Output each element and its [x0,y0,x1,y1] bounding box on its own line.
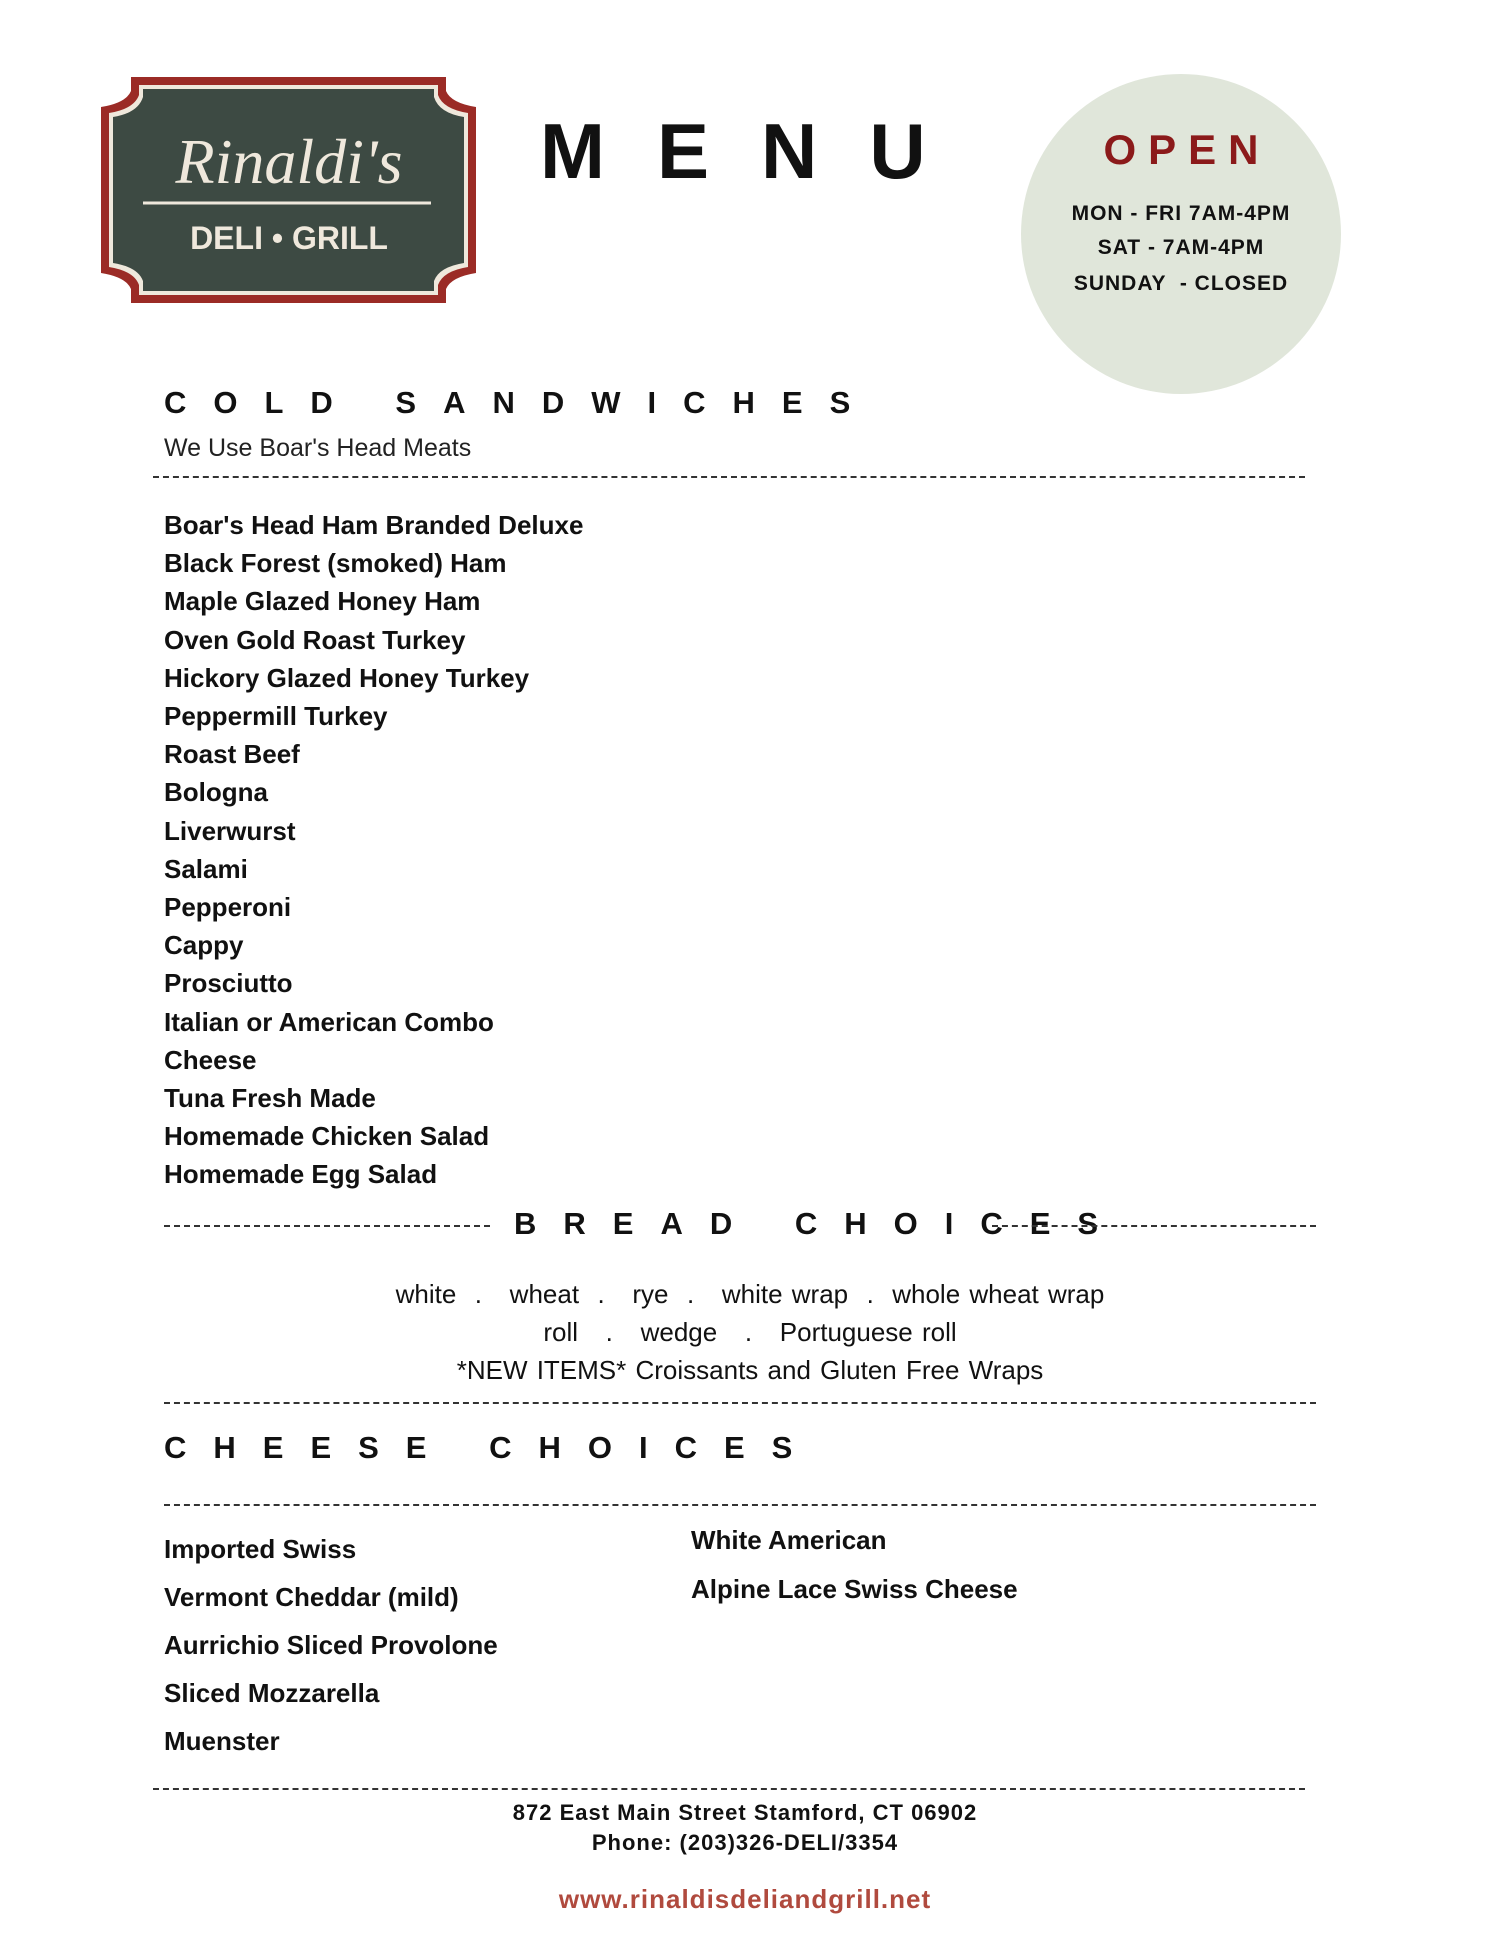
cheese-item: Alpine Lace Swiss Cheese [691,1574,1018,1604]
cold-sandwiches-subtitle: We Use Boar's Head Meats [164,434,472,462]
sandwich-item: Oven Gold Roast Turkey [164,624,466,655]
cheese-item: Muenster [164,1726,280,1756]
website-link[interactable]: www.rinaldisdeliandgrill.net [558,1884,932,1914]
bread-choices-heading: BREAD CHOICES [514,1206,1126,1241]
divider [992,1225,1316,1227]
bread-new-items: *NEW ITEMS* Croissants and Gluten Free Wraps [456,1355,1044,1385]
cheese-item: Imported Swiss [164,1534,357,1564]
bread-line: roll . wedge . Portuguese roll [543,1317,957,1347]
sandwich-item: Roast Beef [164,739,300,770]
hours-sunday: SUNDAY - CLOSED [1073,272,1289,295]
cheese-item: Vermont Cheddar (mild) [164,1582,459,1612]
cheese-item: Aurrichio Sliced Provolone [164,1630,498,1660]
divider [164,1504,1316,1506]
divider [164,1402,1316,1404]
sandwich-item: Pepperoni [164,892,292,922]
sandwich-item: Bologna [164,777,268,808]
sandwich-item: Black Forest (smoked) Ham [164,548,507,579]
sandwich-item: Tuna Fresh Made [164,1083,376,1113]
hours-badge [1021,74,1341,394]
sandwich-item: Liverwurst [164,815,296,846]
cold-sandwiches-heading: COLD SANDWICHES [164,385,878,420]
open-heading: OPEN [1103,126,1271,173]
page-title: MENU [540,107,978,195]
bread-line: white . wheat . rye . white wrap . whole wheat wrap [395,1279,1105,1309]
sandwich-item: Hickory Glazed Honey Turkey [164,662,530,693]
cheese-item: Sliced Mozzarella [164,1678,380,1708]
divider [153,1788,1305,1790]
logo-tagline: DELI • GRILL [190,220,388,256]
sandwich-item: Maple Glazed Honey Ham [164,586,481,617]
cheese-choices-heading: CHEESE CHOICES [164,1430,820,1465]
sandwich-item: Homemade Chicken Salad [164,1121,490,1152]
sandwich-item: Cappy [164,930,244,961]
sandwich-item: Homemade Egg Salad [164,1159,438,1190]
divider [164,1225,490,1227]
logo-name: Rinaldi's [175,126,403,197]
logo [101,77,476,303]
hours-weekday: MON - FRI 7AM-4PM [1071,202,1291,225]
divider [153,476,1305,478]
sandwich-item: Cheese [164,1044,257,1075]
sandwich-item: Peppermill Turkey [164,701,388,731]
sandwich-item: Salami [164,853,248,884]
address: 872 East Main Street Stamford, CT 06902 [512,1800,978,1825]
sandwich-item: Prosciutto [164,968,293,999]
phone: Phone: (203)326-DELI/3354 [591,1830,899,1855]
cheese-item: White American [691,1525,887,1555]
sandwich-item: Boar's Head Ham Branded Deluxe [164,510,584,540]
hours-saturday: SAT - 7AM-4PM [1097,236,1265,259]
sandwich-item: Italian or American Combo [164,1006,494,1037]
